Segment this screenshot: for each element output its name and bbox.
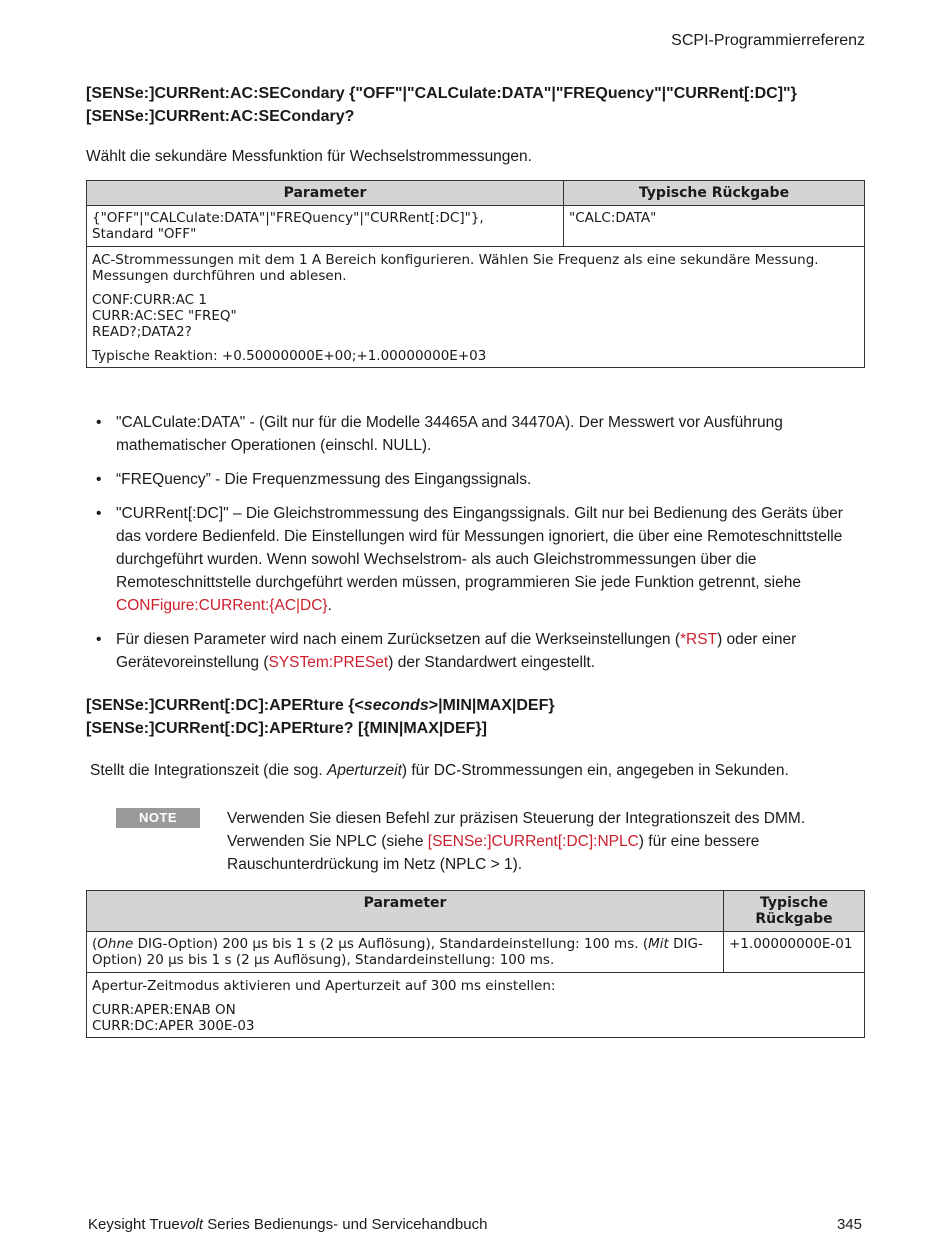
command-line: [SENSe:]CURRent:AC:SECondary {"OFF"|"CALCulate:DATA"|"FREQuency"|"CURRent[:DC]"} — [86, 85, 797, 102]
command-heading-aperture — [86, 694, 555, 740]
command-heading-secondary — [86, 82, 797, 128]
table-header-return: Typische Rückgabe — [564, 181, 865, 206]
command-description: Wählt die sekundäre Messfunktion für Wechselstrommessungen. — [86, 148, 532, 165]
parameter-notes-list — [96, 411, 866, 685]
example-code — [92, 292, 859, 340]
list-item: • “FREQuency” - Die Frequenzmessung des Eingangssignals. — [96, 468, 866, 491]
code-line: CURR:DC:APER 300E-03 — [92, 1018, 255, 1034]
table-cell-return: +1.00000000E-01 — [724, 932, 865, 973]
example-reaction: Typische Reaktion: +0.50000000E+00;+1.00000000E+03 — [92, 348, 487, 364]
parameter-default: Standard "OFF" — [92, 226, 197, 242]
query-line: [SENSe:]CURRent:AC:SECondary? — [86, 108, 355, 125]
example-intro: AC-Strommessungen mit dem 1 A Bereich konfigurieren. Wählen Sie Frequenz als eine sekundäre Messung. Messungen durchführen und ablesen. — [92, 252, 819, 284]
code-line: READ?;DATA2? — [92, 324, 192, 340]
example-code — [92, 1002, 859, 1034]
link-rst[interactable]: *RST — [680, 631, 718, 648]
table-header-parameter: Parameter — [87, 891, 724, 932]
query-line: [SENSe:]CURRent[:DC]:APERture? [{MIN|MAX|DEF}] — [86, 720, 487, 737]
code-line: CONF:CURR:AC 1 — [92, 292, 207, 308]
footer-manual-title: Keysight Truevolt Series Bedienungs- und Servicehandbuch — [88, 1216, 488, 1233]
table-example-cell — [87, 973, 865, 1038]
note-badge: NOTE — [116, 808, 200, 828]
code-line: CURR:APER:ENAB ON — [92, 1002, 236, 1018]
note-text: Verwenden Sie diesen Befehl zur präzisen Steuerung der Integrationszeit des DMM. Verwenden Sie NPLC (siehe [SENSe:]CURRent[:DC]:NPLC) für eine bessere Rauschunterdrückung im Netz (NPLC > 1). — [227, 810, 806, 873]
list-item: • "CURRent[:DC]" – Die Gleichstrommessung des Eingangssignals. Gilt nur bei Bedienung des Geräts über das vordere Bedienfeld. Die Einstellungen wird für Messungen ignoriert, die über eine Remoteschnittstelle durchgeführt wurden. Wenn sowohl Wechselstrom- als auch Gleichstrommessungen über die Remoteschnittstelle durchgeführt werden müssen, programmieren Sie jede Funktion getrennt, siehe CONFigure:CURRent:{AC|DC}. — [96, 502, 866, 617]
example-intro: Apertur-Zeitmodus aktivieren und Aperturzeit auf 300 ms einstellen: — [92, 978, 556, 994]
table-example-cell — [87, 247, 865, 368]
list-item: • Für diesen Parameter wird nach einem Zurücksetzen auf die Werkseinstellungen (*RST) oder einer Gerätevoreinstellung (SYSTem:PRESet) der Standardwert eingestellt. — [96, 628, 866, 674]
code-line: CURR:AC:SEC "FREQ" — [92, 308, 237, 324]
table-cell-return: "CALC:DATA" — [564, 206, 865, 247]
link-nplc[interactable]: [SENSe:]CURRent[:DC]:NPLC — [427, 833, 639, 850]
page-number: 345 — [836, 1216, 862, 1233]
link-system-preset[interactable]: SYSTem:PRESet — [268, 654, 389, 671]
parameter-table-secondary — [86, 180, 865, 368]
link-configure-current[interactable]: CONFigure:CURRent:{AC|DC} — [116, 597, 328, 614]
list-item: • "CALCulate:DATA" - (Gilt nur für die Modelle 34465A and 34470A). Der Messwert vor Ausführung mathematischer Operationen (einschl. NULL). — [96, 411, 866, 457]
command-description: Stellt die Integrationszeit (die sog. Aperturzeit) für DC-Strommessungen ein, angegeben in Sekunden. — [90, 762, 789, 779]
command-line: [SENSe:]CURRent[:DC]:APERture {<seconds>|MIN|MAX|DEF} — [86, 697, 555, 714]
running-header: SCPI-Programmierreferenz — [671, 32, 865, 49]
table-header-return: Typische Rückgabe — [724, 891, 865, 932]
table-header-parameter: Parameter — [87, 181, 564, 206]
parameter-table-aperture — [86, 890, 865, 1038]
parameter-values: {"OFF"|"CALCulate:DATA"|"FREQuency"|"CURRent[:DC]"}, — [92, 210, 484, 226]
table-cell-parameter: (Ohne DIG-Option) 200 µs bis 1 s (2 µs Auflösung), Standardeinstellung: 100 ms. (Mit DIG-Option) 20 µs bis 1 s (2 µs Auflösung), Standardeinstellung: 100 ms. — [87, 932, 724, 973]
table-cell-parameter — [87, 206, 564, 247]
